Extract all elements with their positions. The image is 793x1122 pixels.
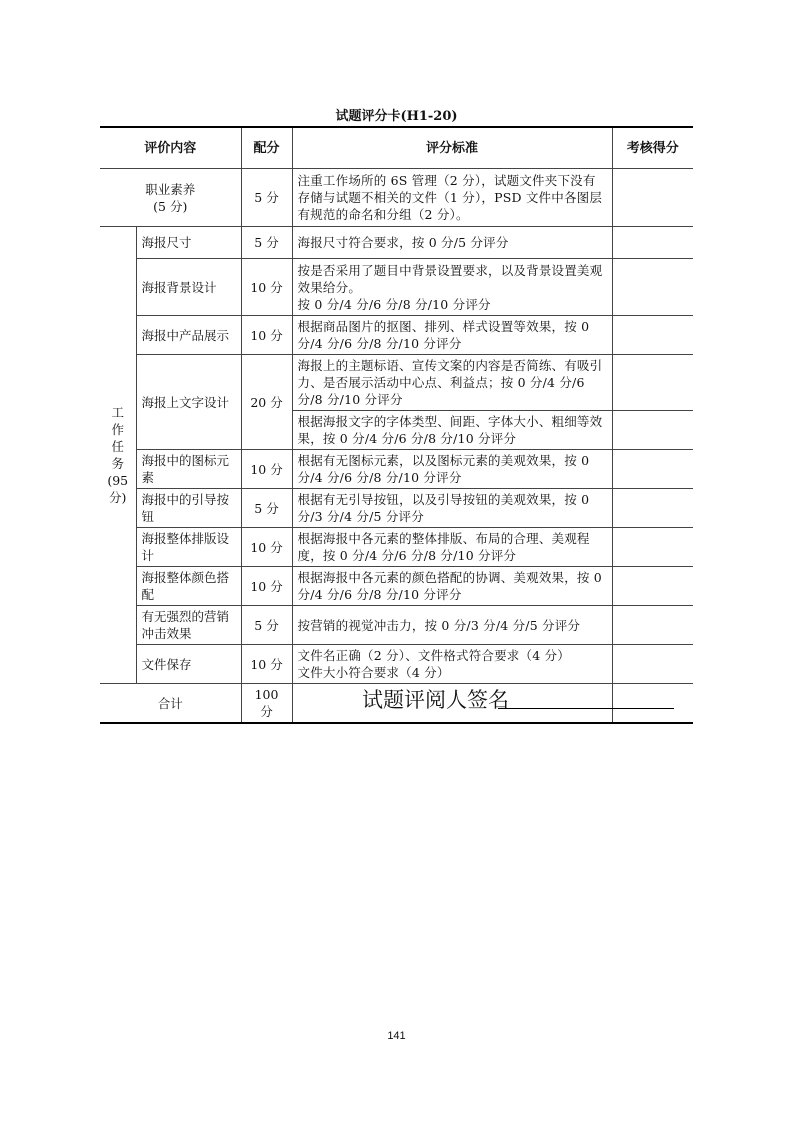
table-row: [100, 645, 693, 684]
total-label: 合计: [100, 684, 241, 724]
table-row: [100, 169, 693, 227]
table-row: [100, 355, 693, 411]
item-criteria: 根据海报中各元素的整体排版、布局的合理、美观程度，按 0 分/4 分/6 分/8 分/10 分评分: [292, 528, 612, 567]
item-name: 海报整体排版设计: [136, 528, 241, 567]
item-points: 10 分: [241, 528, 292, 567]
score-cell[interactable]: [612, 489, 693, 528]
header-content: 评价内容: [100, 127, 241, 169]
professional-name-line1: 职业素养: [145, 181, 196, 197]
score-cell[interactable]: [612, 567, 693, 606]
page-number: 141: [387, 1030, 406, 1042]
item-points: 10 分: [241, 316, 292, 355]
table-row: [100, 227, 693, 259]
header-points: 配分: [241, 127, 292, 169]
item-criteria: 根据有无引导按钮，以及引导按钮的美观效果，按 0 分/3 分/4 分/5 分评分: [292, 489, 612, 528]
table-row: [100, 606, 693, 645]
professional-name: [100, 169, 241, 227]
item-criteria: 按营销的视觉冲击力，按 0 分/3 分/4 分/5 分评分: [292, 606, 612, 645]
item-criteria-line1: 文件名正确（2 分）、文件格式符合要求（4 分）: [297, 648, 570, 663]
score-cell[interactable]: [612, 355, 693, 411]
total-score-cell[interactable]: [612, 684, 693, 724]
header-criteria: 评分标准: [292, 127, 612, 169]
signature-label: 试题评阅人签名: [362, 688, 509, 712]
work-task-char: 务: [111, 456, 124, 471]
item-criteria-line1: 按是否采用了题目中背景设置要求，以及背景设置美观效果给分。: [297, 262, 603, 295]
item-name: 海报背景设计: [136, 259, 241, 316]
score-cell[interactable]: [612, 528, 693, 567]
item-criteria: 海报尺寸符合要求，按 0 分/5 分评分: [292, 227, 612, 259]
item-points: 5 分: [241, 606, 292, 645]
item-name: 文件保存: [136, 645, 241, 684]
item-points: 10 分: [241, 645, 292, 684]
score-cell[interactable]: [612, 606, 693, 645]
score-cell[interactable]: [612, 645, 693, 684]
score-cell[interactable]: [612, 227, 693, 259]
item-name: 有无强烈的营销冲击效果: [136, 606, 241, 645]
table-row: [100, 259, 693, 316]
item-name: 海报中的引导按钮: [136, 489, 241, 528]
table-row: [100, 489, 693, 528]
item-name: 海报尺寸: [136, 227, 241, 259]
item-criteria: [292, 645, 612, 684]
work-task-char: 工: [111, 405, 124, 420]
document-title: 试题评分卡(H1-20): [335, 109, 458, 124]
signature-line[interactable]: [498, 708, 674, 709]
total-points: 100 分: [241, 684, 292, 724]
table-row: [100, 316, 693, 355]
item-name: 海报整体颜色搭配: [136, 567, 241, 606]
work-task-char: 分): [109, 490, 127, 505]
work-task-char: (95: [107, 473, 129, 488]
table-row: [100, 450, 693, 489]
table-row: [100, 528, 693, 567]
item-criteria: 根据有无图标元素，以及图标元素的美观效果，按 0 分/4 分/6 分/8 分/10 分评分: [292, 450, 612, 489]
score-cell[interactable]: [612, 169, 693, 227]
item-points: 10 分: [241, 259, 292, 316]
item-criteria: 海报上的主题标语、宣传文案的内容是否简练、有吸引力、是否展示活动中心点、利益点；按 0 分/4 分/6 分/8 分/10 分评分: [292, 355, 612, 411]
work-task-label: [100, 227, 136, 684]
score-cell[interactable]: [612, 259, 693, 316]
item-criteria: 根据海报中各元素的颜色搭配的协调、美观效果，按 0 分/4 分/6 分/8 分/10 分评分: [292, 567, 612, 606]
item-name: 海报中产品展示: [136, 316, 241, 355]
score-cell[interactable]: [612, 411, 693, 450]
item-criteria: 根据商品图片的抠图、排列、样式设置等效果，按 0 分/4 分/6 分/8 分/10 分评分: [292, 316, 612, 355]
item-criteria-line2: 文件大小符合要求（4 分）: [297, 665, 450, 680]
score-cell[interactable]: [612, 316, 693, 355]
item-points: 5 分: [241, 489, 292, 528]
item-points: 10 分: [241, 567, 292, 606]
item-points: 20 分: [241, 355, 292, 450]
table-header-row: [100, 127, 693, 169]
score-table: [100, 126, 693, 724]
item-name: 海报上文字设计: [136, 355, 241, 450]
professional-name-line2: (5 分): [153, 198, 188, 214]
header-score: 考核得分: [612, 127, 693, 169]
item-points: 10 分: [241, 450, 292, 489]
item-name: 海报中的图标元素: [136, 450, 241, 489]
table-row: [100, 567, 693, 606]
professional-points: 5 分: [241, 169, 292, 227]
item-criteria: 根据海报文字的字体类型、间距、字体大小、粗细等效果，按 0 分/4 分/6 分/8 分/10 分评分: [292, 411, 612, 450]
item-criteria-line2: 按 0 分/4 分/6 分/8 分/10 分评分: [297, 296, 491, 312]
item-criteria: [292, 259, 612, 316]
work-task-char: 作: [111, 422, 124, 437]
professional-criteria: 注重工作场所的 6S 管理（2 分），试题文件夹下没有存储与试题不相关的文件（1 分），PSD 文件中各图层有规范的命名和分组（2 分）。: [292, 169, 612, 227]
work-task-char: 任: [111, 439, 124, 454]
item-points: 5 分: [241, 227, 292, 259]
score-cell[interactable]: [612, 450, 693, 489]
